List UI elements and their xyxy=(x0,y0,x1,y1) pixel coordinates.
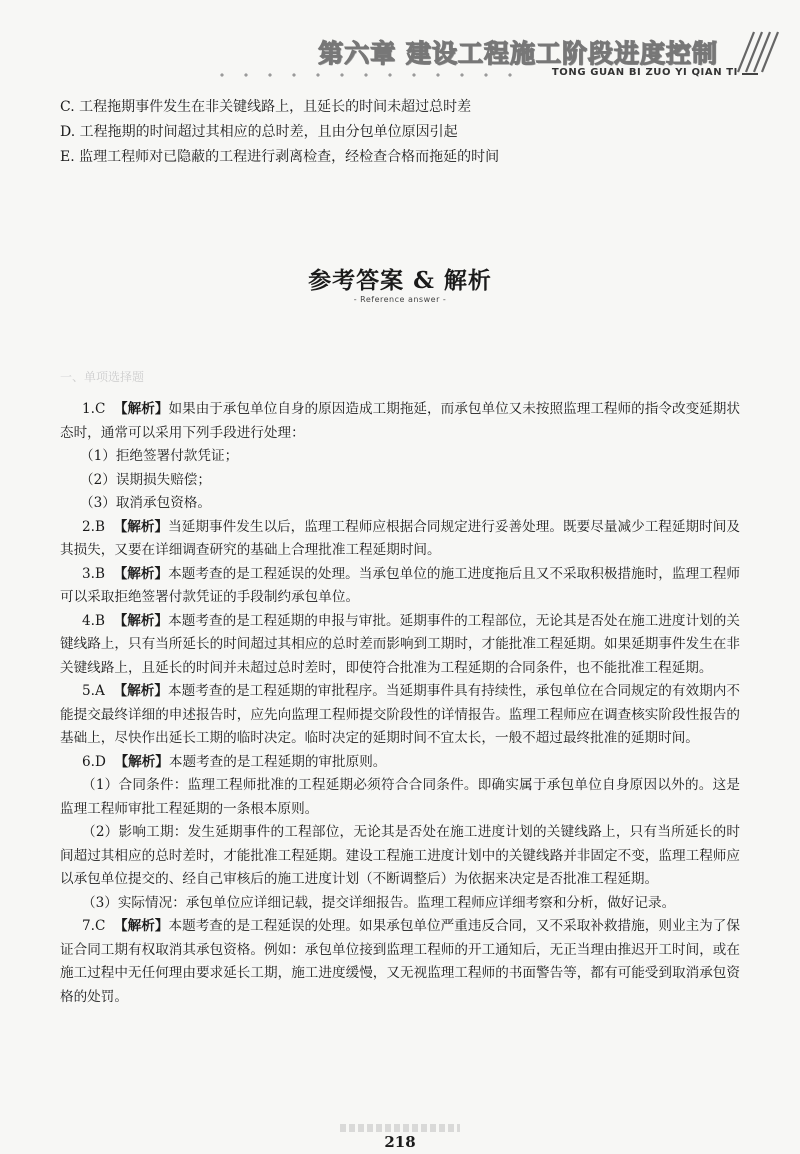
section-subtitle: - Reference answer - xyxy=(353,295,447,304)
answer-number: 4.B xyxy=(82,612,105,629)
answer-number: 3.B xyxy=(82,565,105,582)
answer-text: 本题考查的是工程延误的处理。当承包单位的施工进度拖后且又不采取积极措施时，监理工程师可以采取拒绝签署付款凭证的手段制约承包单位。 xyxy=(60,565,740,605)
analysis-tag: 【解析】 xyxy=(113,683,168,699)
analysis-tag: 【解析】 xyxy=(113,518,169,535)
answer-6-point-1: （1）合同条件：监理工程师批准的工程延期必须符合合同条件。即确实属于承包单位自身原因以外的。这是监理工程师审批工程延期的一条根本原则。 xyxy=(60,777,740,817)
answer-text: 本题考查的是工程延期的审批原则。 xyxy=(168,753,387,770)
option-d: D. 工程拖期的时间超过其相应的总时差，且由分包单位原因引起 xyxy=(60,124,458,140)
option-e: E. 监理工程师对已隐蔽的工程进行剥离检查，经检查合格而拖延的时间 xyxy=(60,149,500,165)
section-title: 参考答案 & 解析 xyxy=(308,267,492,294)
answer-text: 当延期事件发生以后，监理工程师应根据合同规定进行妥善处理。既要尽量减少工程延期时间及其损失，又要在详细调查研究的基础上合理批准工程延期时间。 xyxy=(60,518,740,558)
answer-4 xyxy=(60,610,740,681)
answer-text: 本题考查的是工程延误的处理。如果承包单位严重违反合同，又不采取补救措施，则业主为了保证合同工期有权取消其承包资格。例如：承包单位接到监理工程师的开工通知后，无正当理由推迟开工时间，或在施工过程中无任何理由要求延长工期，施工进度缓慢，又无视监理工程师的书面警告等，都有可能受到取消承包资格的处罚。 xyxy=(60,918,740,1005)
option-c: C. 工程拖期事件发生在非关键线路上，且延长的时间未超过总时差 xyxy=(60,99,472,115)
answer-1-item-3: （3）取消承包资格。 xyxy=(80,495,211,511)
page-header xyxy=(210,28,780,84)
answer-text: 如果由于承包单位自身的原因造成工期拖延，而承包单位又未按照监理工程师的指令改变延期状态时，通常可以采用下列手段进行处理： xyxy=(60,401,740,441)
analysis-tag: 【解析】 xyxy=(114,918,169,934)
answer-1 xyxy=(60,398,740,445)
answer-5 xyxy=(60,680,740,751)
answer-1-item-1: （1）拒绝签署付款凭证； xyxy=(80,448,239,464)
answer-number: 5.A xyxy=(82,683,105,699)
page-number: 218 xyxy=(384,1133,416,1151)
chapter-title: 第六章 建设工程施工阶段进度控制 xyxy=(318,39,718,68)
answer-6 xyxy=(60,751,740,775)
header-subtitle: TONG GUAN BI ZUO YI QIAN TI xyxy=(551,67,738,78)
header-dash xyxy=(742,73,758,75)
answer-1-item-2: （2）误期损失赔偿； xyxy=(80,471,211,488)
analysis-tag: 【解析】 xyxy=(114,401,169,417)
answer-number: 2.B xyxy=(82,518,105,535)
answers-body xyxy=(60,398,740,1009)
section-subheading: 一、单项选择题 xyxy=(60,370,145,384)
answer-number: 7.C xyxy=(82,918,106,934)
answer-6-point-2: （2）影响工期：发生延期事件的工程部位，无论其是否处在施工进度计划的关键线路上，只有当所延长的时间超过其相应的总时差时，才能批准工程延期。建设工程施工进度计划中的关键线路并非固定不变，监理工程师应以承包单位提交的、经自己审核后的施工进度计划（不断调整后）为依据来决定是否批准工程延期。 xyxy=(60,824,740,887)
answer-6-point-3: （3）实际情况：承包单位应详细记载，提交详细报告。监理工程师应详细考察和分析，做好记录。 xyxy=(82,894,676,911)
analysis-tag: 【解析】 xyxy=(113,612,169,629)
answer-text: 本题考查的是工程延期的申报与审批。延期事件的工程部位，无论其是否处在施工进度计划的关键线路上，只有当所延长的时间超过其相应的总时差而影响到工期时，才能批准工程延期。如果延期事件发生在非关键线路上，且延长的时间并未超过总时差时，即使符合批准为工程延期的合同条件，也不能批准工程延期。 xyxy=(60,612,740,676)
answer-3 xyxy=(60,563,740,610)
footer-decoration xyxy=(340,1124,460,1132)
answer-7 xyxy=(60,915,740,1009)
header-dotted-rule xyxy=(210,72,520,78)
answer-number: 1.C xyxy=(82,401,106,417)
analysis-tag: 【解析】 xyxy=(114,753,169,770)
answer-number: 6.D xyxy=(82,753,106,770)
answer-text: 本题考查的是工程延期的审批程序。当延期事件具有持续性，承包单位在合同规定的有效期内不能提交最终详细的申述报告时，应先向监理工程师提交阶段性的详情报告。监理工程师应在调查核实阶段性报告的基础上，尽快作出延长工期的临时决定。临时决定的延期时间不宜太长，一般不超过最终批准的延期时间。 xyxy=(60,683,740,746)
answer-2 xyxy=(60,516,740,563)
analysis-tag: 【解析】 xyxy=(113,565,169,582)
